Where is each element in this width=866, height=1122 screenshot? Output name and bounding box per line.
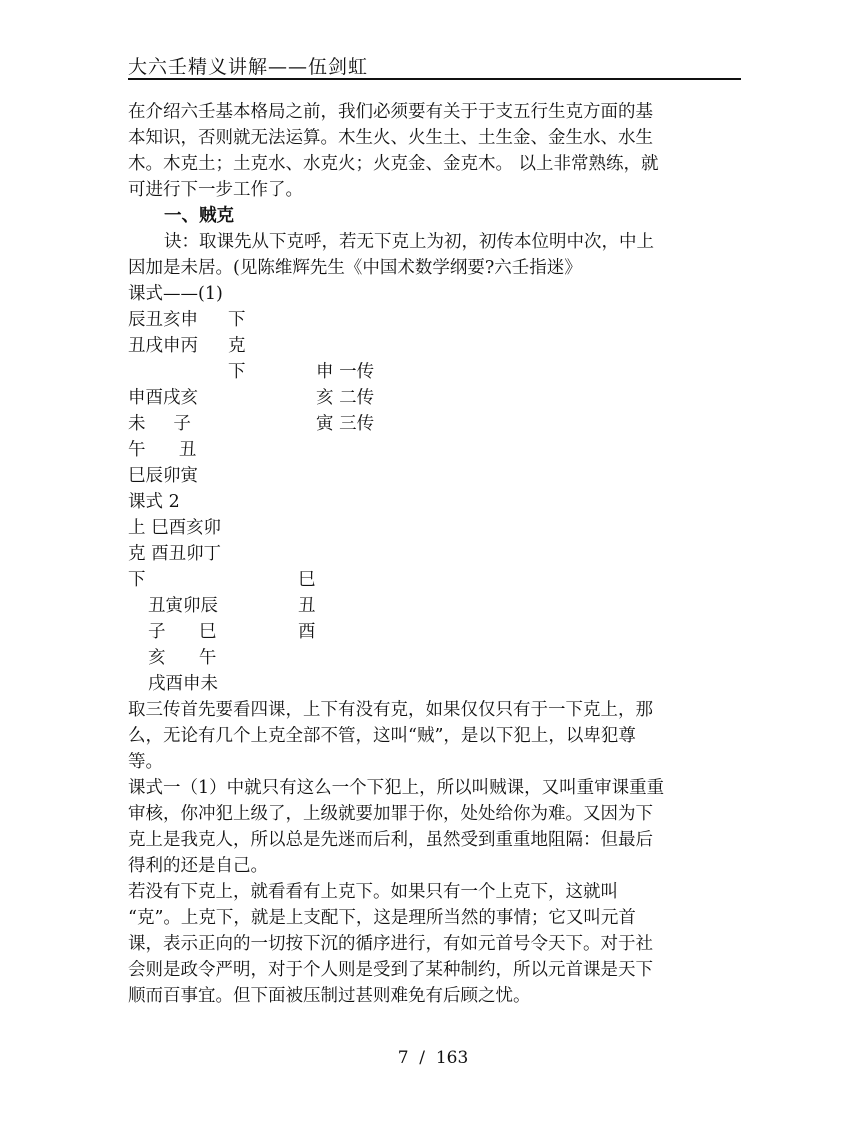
example1-plate-3: 午 丑 [128, 440, 197, 460]
example2-row3: 下 [128, 570, 146, 590]
para2-line-3: 克上是我克人，所以总是先迷而后利，虽然受到重重地阻隔：但最后 [128, 830, 653, 850]
intro-line-4: 可进行下一步工作了。 [128, 180, 303, 200]
para3-line-1: 若没有下克上，就看看有上克下。如果只有一个上克下，这就叫 [128, 882, 618, 902]
para3-line-2: “克”。上克下，就是上支配下，这是理所当然的事情；它又叫元首 [128, 908, 636, 928]
example1-chuan-3: 寅 三传 [316, 414, 375, 434]
example1-chuan-2: 亥 二传 [316, 388, 375, 408]
para1-line-2: 么，无论有几个上克全部不管，这叫“贼”，是以下犯上，以卑犯尊 [128, 726, 636, 746]
example1-title: 课式——(1) [128, 284, 223, 304]
example1-row1: 辰丑亥申 [128, 310, 198, 330]
intro-line-1: 在介绍六壬基本格局之前，我们必须要有关于于支五行生克方面的基 [128, 102, 653, 122]
example2-plate-3: 亥 午 [148, 648, 217, 668]
example2-plate-2: 子 巳 [148, 622, 217, 642]
para2-line-2: 审核，你冲犯上级了，上级就要加罪于你，处处给你为难。又因为下 [128, 804, 653, 824]
header-rule [128, 78, 741, 80]
para1-line-3: 等。 [128, 752, 163, 772]
para3-line-3: 课，表示正向的一切按下沉的循序进行，有如元首号令天下。对于社 [128, 934, 653, 954]
example1-row3-side: 下 [228, 362, 246, 382]
example2-row1: 上 巳酉亥卯 [128, 518, 222, 538]
example2-chuan-1: 巳 [298, 570, 316, 590]
page-header-title: 大六壬精义讲解——伍剑虹 [128, 56, 369, 78]
verse-line-2: 因加是未居。(见陈维辉先生《中国术数学纲要?六壬指迷》 [128, 258, 582, 278]
example2-row2: 克 酉丑卯丁 [128, 544, 222, 564]
intro-line-2: 本知识，否则就无法运算。木生火、火生土、土生金、金生水、水生 [128, 128, 653, 148]
example1-chuan-1: 申 一传 [316, 362, 375, 382]
example1-plate-2: 未 子 [128, 414, 191, 434]
verse-line-1: 诀：取课先从下克呼，若无下克上为初，初传本位明中次，中上 [164, 232, 654, 252]
example2-plate-1: 丑寅卯辰 [148, 596, 218, 616]
example1-row2: 丑戌申丙 [128, 336, 198, 356]
example2-chuan-3: 酉 [298, 622, 316, 642]
example1-row2-side: 克 [228, 336, 246, 356]
para2-line-4: 得利的还是自己。 [128, 856, 268, 876]
example1-row1-side: 下 [228, 310, 246, 330]
para2-line-1: 课式一（1）中就只有这么一个下犯上，所以叫贼课，又叫重审课重重 [128, 778, 665, 798]
intro-line-3: 木。木克土；土克水、水克火；火克金、金克木。 以上非常熟练，就 [128, 154, 659, 174]
para3-line-4: 会则是政令严明，对于个人则是受到了某种制约，所以元首课是天下 [128, 960, 653, 980]
para1-line-1: 取三传首先要看四课，上下有没有克，如果仅仅只有于一下克上，那 [128, 700, 653, 720]
section-heading: 一、贼克 [164, 206, 234, 226]
example2-chuan-2: 丑 [298, 596, 316, 616]
example1-plate-4: 巳辰卯寅 [128, 466, 198, 486]
example2-plate-4: 戌酉申未 [148, 674, 218, 694]
para3-line-5: 顺而百事宜。但下面被压制过甚则难免有后顾之忧。 [128, 986, 531, 1006]
example2-title: 课式 2 [128, 492, 180, 512]
page-number: 7 / 163 [397, 1048, 469, 1068]
example1-plate-1: 申酉戌亥 [128, 388, 198, 408]
